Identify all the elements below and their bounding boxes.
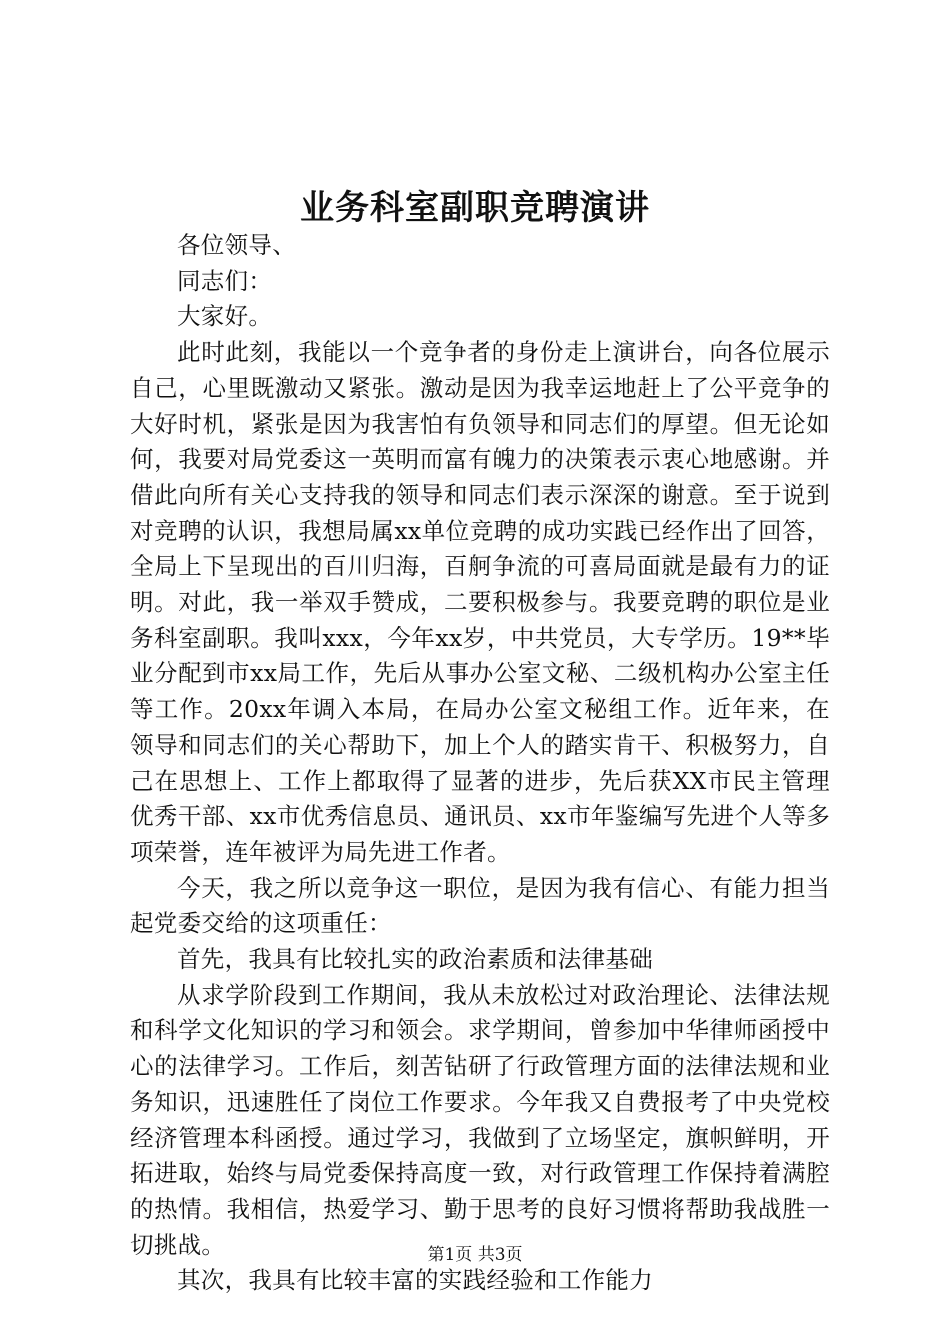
document-body xyxy=(130,228,830,1299)
salutation-comrades: 同志们： xyxy=(177,266,273,295)
paragraph-first-point: 从求学阶段到工作期间，我从未放松过对政治理论、法律法规和科学文化知识的学习和领会。求学期间，曾参加中华律师函授中心的法律学习。工作后，刻苦钻研了行政管理方面的法律法规和业务知识，迅速胜任了岗位工作要求。今年我又自费报考了中央党校经济管理本科函授。通过学习，我做到了立场坚定，旗帜鲜明，开拓进取，始终与局党委保持高度一致，对行政管理工作保持着满腔的热情。我相信，热爱学习、勤于思考的良好习惯将帮助我战胜一切挑战。 xyxy=(130,980,830,1259)
heading-second-point: 其次，我具有比较丰富的实践经验和工作能力 xyxy=(177,1266,653,1295)
heading-first-point: 首先，我具有比较扎实的政治素质和法律基础 xyxy=(177,945,653,974)
page-number-footer: 第1页 共3页 xyxy=(427,1245,523,1265)
paragraph-introduction: 此时此刻，我能以一个竞争者的身份走上演讲台，向各位展示自己，心里既激动又紧张。激动是因为我幸运地赶上了公平竞争的大好时机，紧张是因为我害怕有负领导和同志们的厚望。但无论如何，我要对局党委这一英明而富有魄力的决策表示衷心地感谢。并借此向所有关心支持我的领导和同志们表示深深的谢意。至于说到对竞聘的认识，我想局属xx单位竞聘的成功实践已经作出了回答，全局上下呈现出的百川归海，百舸争流的可喜局面就是最有力的证明。对此，我一举双手赞成，二要积极参与。我要竞聘的职位是业务科室副职。我叫xxx，今年xx岁，中共党员，大专学历。19**毕业分配到市xx局工作，先后从事办公室文秘、二级机构办公室主任等工作。20xx年调入本局，在局办公室文秘组工作。近年来，在领导和同志们的关心帮助下，加上个人的踏实肯干、积极努力，自己在思想上、工作上都取得了显著的进步，先后获XX市民主管理优秀干部、xx市优秀信息员、通讯员、xx市年鉴编写先进个人等多项荣誉，连年被评为局先进工作者。 xyxy=(130,338,830,866)
greeting: 大家好。 xyxy=(177,302,273,331)
document-title: 业务科室副职竞聘演讲 xyxy=(300,188,650,228)
paragraph-motivation: 今天，我之所以竞争这一职位，是因为我有信心、有能力担当起党委交给的这项重任： xyxy=(130,873,830,938)
salutation-leaders: 各位领导、 xyxy=(177,231,296,259)
